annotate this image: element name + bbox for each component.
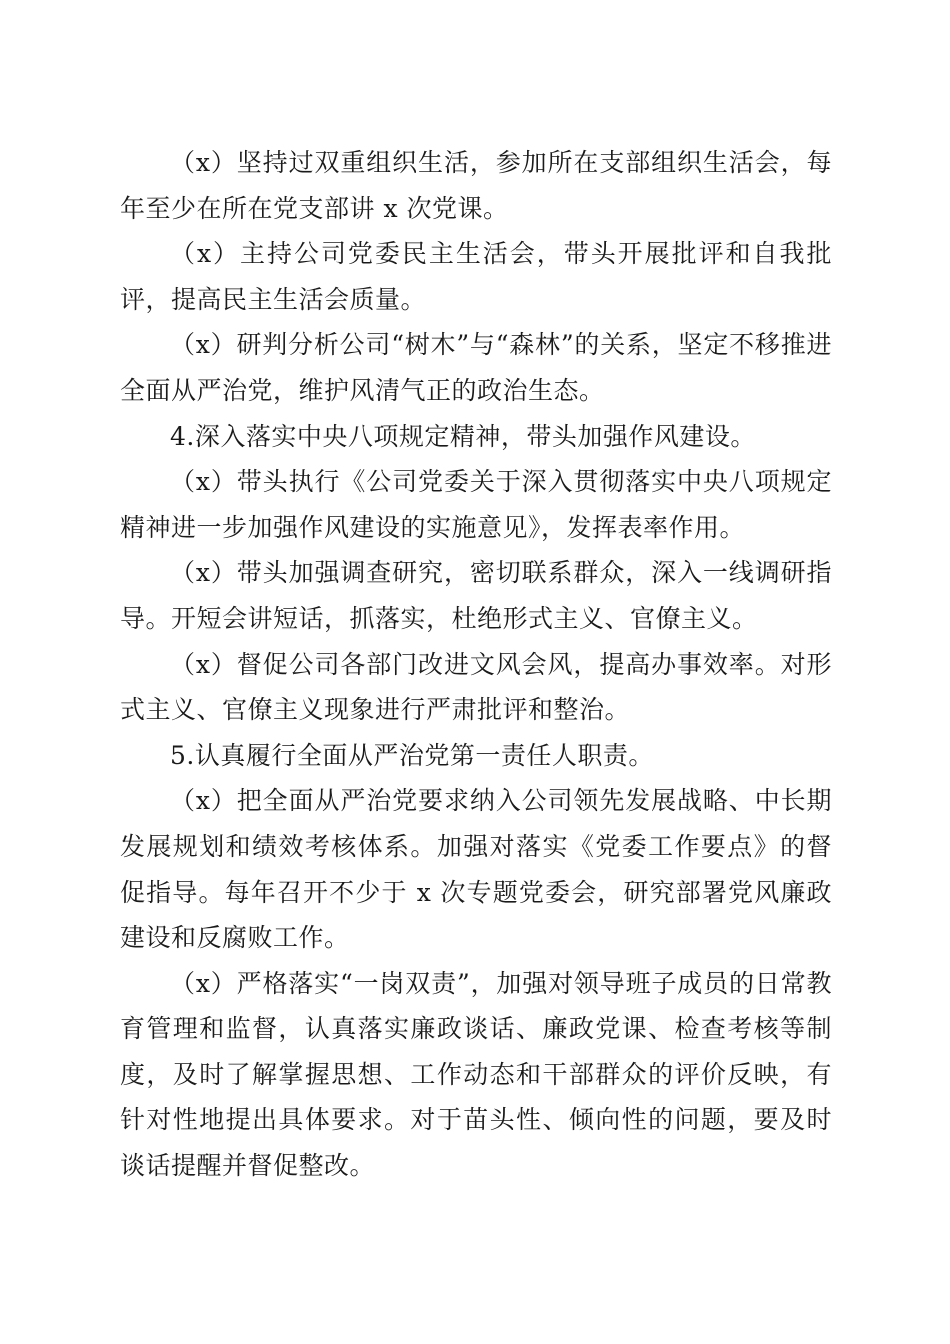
document-body <box>120 140 832 1189</box>
section-heading-5: 5.认真履行全面从严治党第一责任人职责。 <box>170 740 654 770</box>
paragraph-item: （x）主持公司党委民主生活会，带头开展批评和自我批评，提高民主生活会质量。 <box>120 239 832 314</box>
paragraph-item: （x）带头执行《公司党委关于深入贯彻落实中央八项规定精神进一步加强作风建设的实施意见》，发挥表率作用。 <box>120 467 832 542</box>
paragraph-item: （x）严格落实“一岗双责”，加强对领导班子成员的日常教育管理和监督，认真落实廉政谈话、廉政党课、检查考核等制度，及时了解掌握思想、工作动态和干部群众的评价反映，有针对性地提出具体要求。对于苗头性、倾向性的问题，要及时谈话提醒并督促整改。 <box>120 968 832 1181</box>
paragraph-item: （x）带头加强调查研究，密切联系群众，深入一线调研指导。开短会讲短话，抓落实，杜绝形式主义、官僚主义。 <box>120 558 832 633</box>
paragraph-item: （x）坚持过双重组织生活，参加所在支部组织生活会，每年至少在所在党支部讲 x 次党课。 <box>120 148 832 223</box>
paragraph-item: （x）研判分析公司“树木”与“森林”的关系，坚定不移推进全面从严治党，维护风清气正的政治生态。 <box>120 330 832 405</box>
section-heading-4: 4.深入落实中央八项规定精神，带头加强作风建设。 <box>170 421 756 451</box>
paragraph-item: （x）督促公司各部门改进文风会风，提高办事效率。对形式主义、官僚主义现象进行严肃批评和整治。 <box>120 649 832 725</box>
paragraph-item: （x）把全面从严治党要求纳入公司领先发展战略、中长期发展规划和绩效考核体系。加强对落实《党委工作要点》的督促指导。每年召开不少于 x 次专题党委会，研究部署党风廉政建设和反腐败工作。 <box>120 786 832 953</box>
